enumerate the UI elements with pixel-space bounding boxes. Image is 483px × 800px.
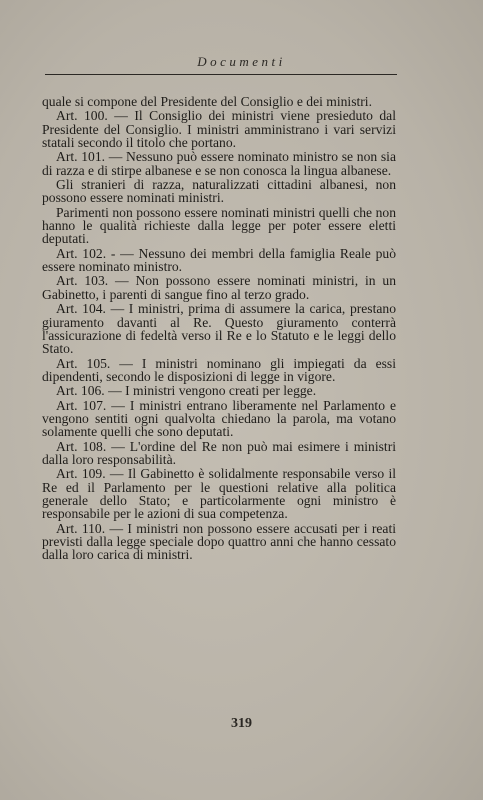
article-104: Art. 104. — I ministri, prima di assumere la carica, prestano giuramento davanti al Re. Questo giuramento conterrà l'assicurazione di fedeltà verso il Re e lo Statuto e le leggi dello Stato. bbox=[42, 301, 396, 357]
page-body bbox=[42, 95, 396, 563]
article-101-para-3: Parimenti non possono essere nominati ministri quelli che non hanno le qualità richieste dalla legge per poter essere eletti deputati. bbox=[42, 204, 396, 247]
article-109: Art. 109. — Il Gabinetto è solidalmente responsabile verso il Re ed il Parlamento per le questioni relative alla politica generale dello Stato; e particolarmente ogni ministro è responsabile per le azioni di sua competenza. bbox=[42, 466, 396, 522]
article-103: Art. 103. — Non possono essere nominati ministri, in un Gabinetto, i parenti di sangue fino al terzo grado. bbox=[42, 273, 396, 302]
paragraph-continuation: quale si compone del Presidente del Consiglio e dei ministri. bbox=[42, 94, 372, 109]
article-101-para-2: Gli stranieri di razza, naturalizzati cittadini albanesi, non possono essere nominati ministri. bbox=[42, 177, 396, 206]
article-105: Art. 105. — I ministri nominano gli impiegati da essi dipendenti, secondo le disposizioni di legge in vigore. bbox=[42, 355, 396, 384]
article-110: Art. 110. — I ministri non possono essere accusati per i reati previsti dalla legge speciale dopo quattro anni che hanno cessato dalla loro carica di ministri. bbox=[42, 520, 396, 563]
article-107: Art. 107. — I ministri entrano liberamente nel Parlamento e vengono sentiti ogni qualvolta chiedano la parola, ma votano solamente quelli che sono deputati. bbox=[42, 397, 396, 440]
page-number: 319 bbox=[231, 716, 252, 731]
article-102: Art. 102. - — Nessuno dei membri della famiglia Reale può essere nominato ministro. bbox=[42, 245, 396, 275]
article-106: Art. 106. — I ministri vengono creati per legge. bbox=[56, 383, 317, 399]
article-101: Art. 101. — Nessuno può essere nominato ministro se non sia di razza e di stirpe albanese e se non conosca la lingua albanese. bbox=[42, 149, 396, 178]
article-108: Art. 108. — L'ordine del Re non può mai esimere i ministri dalla loro responsabilità. bbox=[42, 438, 396, 467]
running-head: Documenti bbox=[197, 54, 286, 69]
header-rule bbox=[45, 74, 397, 75]
article-100: Art. 100. — Il Consiglio dei ministri viene presieduto dal Presidente del Consiglio. I ministri amministrano i vari servizi statali secondo il titolo che portano. bbox=[42, 108, 396, 151]
